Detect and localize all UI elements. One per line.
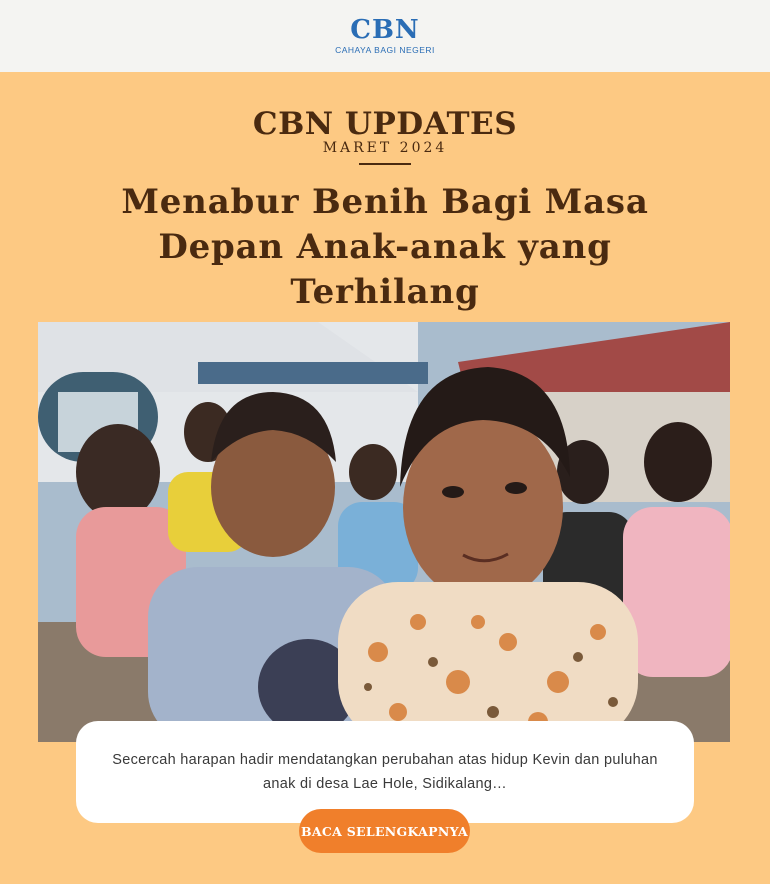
children-photo [38,322,730,742]
logo-text: CBN [350,15,420,45]
caption-card [76,721,694,823]
newsletter-content [0,72,770,884]
logo-mark [350,17,419,43]
newsletter-month: MARET 2024 [322,140,448,156]
newsletter-heading: CBN UPDATES [252,106,518,142]
read-more-button[interactable]: BACA SELENGKAPNYA [299,809,470,853]
cbn-logo[interactable] [335,17,435,55]
heading-divider [359,163,411,165]
caption-text: Secercah harapan hadir mendatangkan perubahan atas hidup Kevin dan puluhan anak di desa Lae Hole, Sidikalang… [112,752,658,792]
article-title: Menabur Benih Bagi Masa Depan Anak-anak yang Terhilang [121,182,649,312]
children-photo-illustration [38,322,730,742]
logo-tagline: CAHAYA BAGI NEGERI [335,45,435,55]
site-header [0,0,770,72]
